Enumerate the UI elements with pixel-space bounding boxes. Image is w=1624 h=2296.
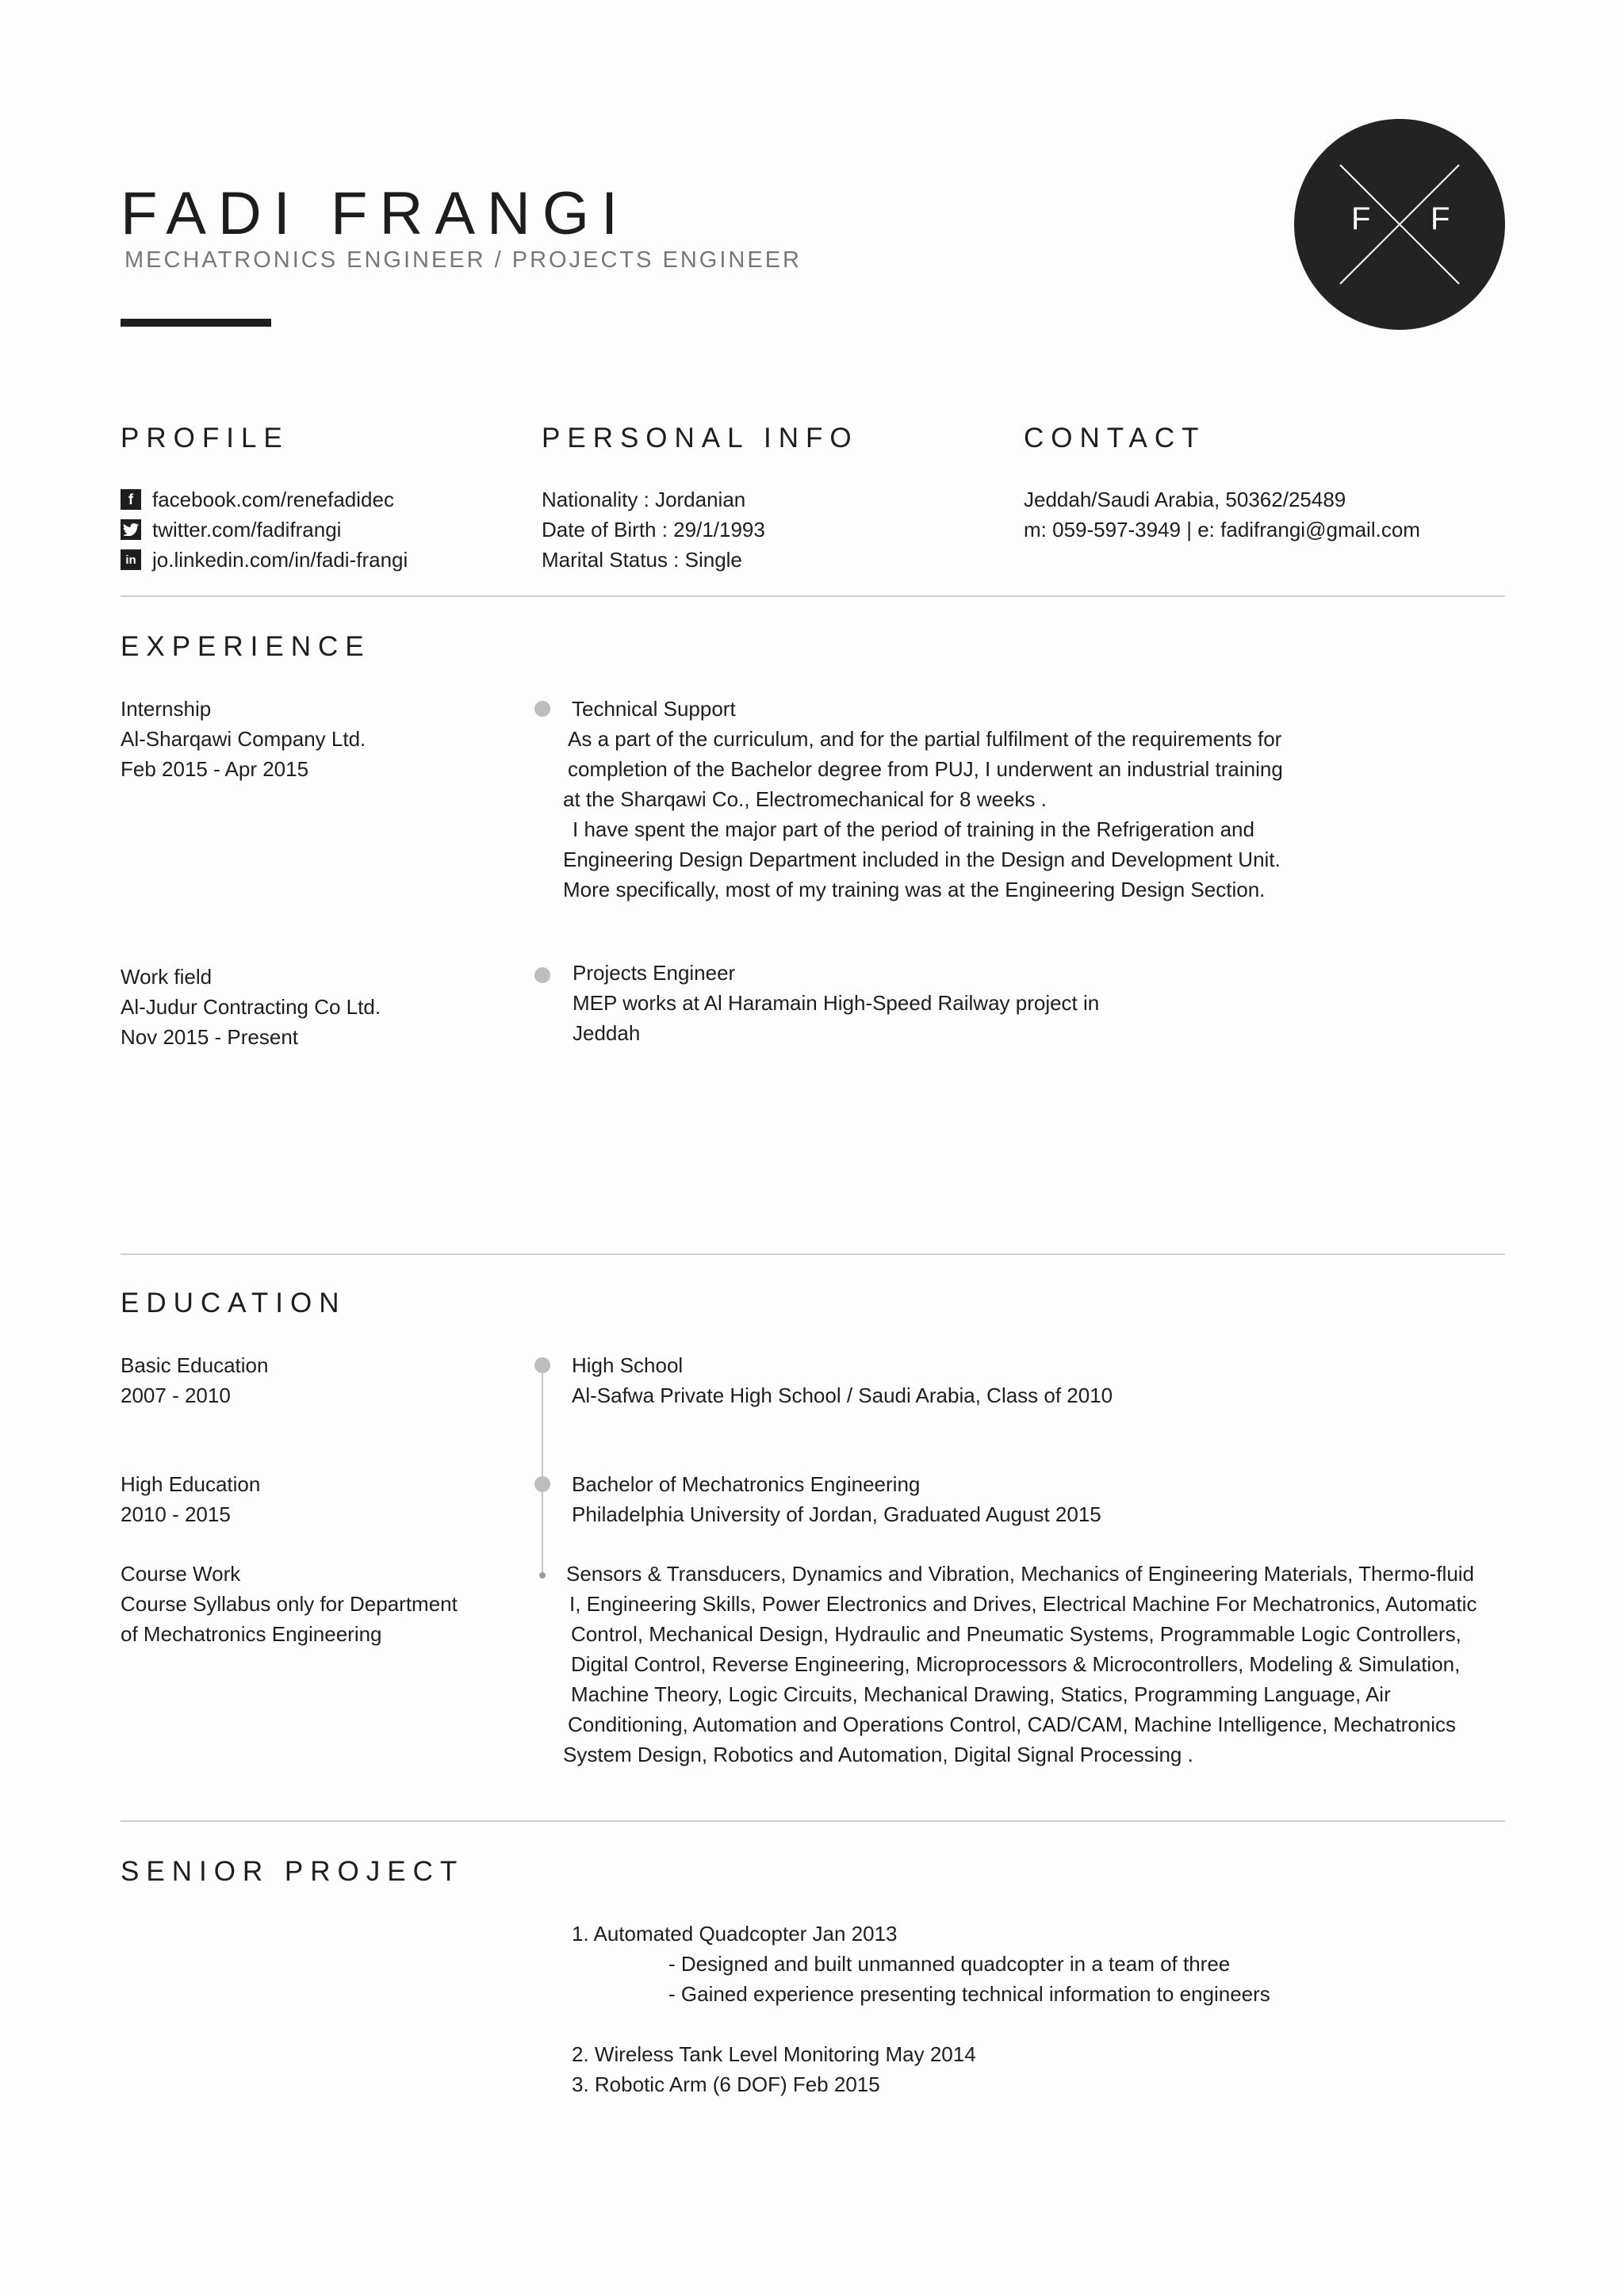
desc-line: I have spent the major part of the period of training in the Refrigeration and (573, 817, 1254, 841)
education-level: Basic Education (121, 1353, 269, 1377)
phone-email[interactable]: m: 059-597-3949 | e: fadifrangi@gmail.com (1024, 518, 1420, 541)
degree-desc: Philadelphia University of Jordan, Graduated August 2015 (572, 1502, 1101, 1526)
twitter-link-text: twitter.com/fadifrangi (152, 518, 342, 541)
experience-heading: EXPERIENCE (121, 631, 371, 662)
project-bullet: - Designed and built unmanned quadcopter in a team of three (668, 1952, 1231, 1976)
profile-links (121, 484, 408, 575)
address: Jeddah/Saudi Arabia, 50362/25489 (1024, 488, 1346, 511)
divider (121, 1820, 1505, 1822)
profile-link-twitter[interactable] (121, 515, 408, 545)
resume-name: FADI FRANGI (121, 180, 630, 247)
profile-link-linkedin[interactable] (121, 545, 408, 575)
divider (121, 595, 1505, 597)
education-entry-2-detail (572, 1469, 1101, 1529)
course-line: Conditioning, Automation and Operations Control, CAD/CAM, Machine Intelligence, Mechatronics (568, 1712, 1457, 1736)
linkedin-icon: in (121, 549, 141, 570)
desc-line: completion of the Bachelor degree from PUJ, I underwent an industrial training (568, 757, 1283, 781)
job-type: Work field (121, 965, 213, 989)
job-title: Projects Engineer (573, 961, 736, 985)
course-work-label: Course Work (121, 1562, 241, 1586)
school-title: High School (572, 1353, 684, 1377)
facebook-icon: f (121, 489, 141, 510)
experience-entry-1-detail (563, 694, 1283, 905)
experience-entry-1-meta (121, 694, 366, 784)
timeline-dot (539, 1572, 546, 1578)
marital-status: Marital Status : Single (542, 548, 742, 572)
divider (121, 1253, 1505, 1255)
desc-line: Jeddah (573, 1021, 641, 1045)
education-heading: EDUCATION (121, 1288, 347, 1318)
job-type: Internship (121, 697, 212, 721)
senior-project-heading: SENIOR PROJECT (121, 1856, 465, 1887)
senior-project-list (572, 1919, 1270, 2099)
desc-line: MEP works at Al Haramain High-Speed Railway project in (573, 991, 1100, 1015)
linkedin-link-text: jo.linkedin.com/in/fadi-frangi (152, 548, 408, 572)
course-line: Digital Control, Reverse Engineering, Microprocessors & Microcontrollers, Modeling & Simulation, (571, 1652, 1461, 1676)
course-line: Machine Theory, Logic Circuits, Mechanical Drawing, Statics, Programming Language, Air (571, 1682, 1391, 1706)
experience-entry-2-detail (573, 958, 1099, 1048)
monogram-logo (1294, 119, 1505, 330)
project-item: 3. Robotic Arm (6 DOF) Feb 2015 (572, 2072, 880, 2096)
company: Al-Judur Contracting Co Ltd. (121, 995, 381, 1019)
timeline-dot (534, 701, 550, 717)
profile-heading: PROFILE (121, 423, 289, 453)
education-entry-3-meta (121, 1559, 458, 1649)
course-line: Sensors & Transducers, Dynamics and Vibration, Mechanics of Engineering Materials, Thermo-fluid (566, 1562, 1475, 1586)
facebook-link-text: facebook.com/renefadidec (152, 488, 394, 511)
education-entry-1-detail (572, 1350, 1113, 1410)
monogram-cross-icon (1294, 119, 1505, 330)
date-range: Nov 2015 - Present (121, 1025, 299, 1049)
profile-link-facebook[interactable] (121, 484, 408, 515)
monogram-right-letter: F (1431, 201, 1450, 236)
contact-heading: CONTACT (1024, 423, 1206, 453)
personal-info-heading: PERSONAL INFO (542, 423, 859, 453)
personal-info-block (542, 484, 765, 575)
desc-line: Engineering Design Department included in the Design and Development Unit. (563, 848, 1281, 871)
course-line: System Design, Robotics and Automation, Digital Signal Processing . (563, 1743, 1193, 1766)
spacer (572, 2009, 1270, 2039)
course-work-note: Course Syllabus only for Department (121, 1592, 458, 1616)
contact-block (1024, 484, 1420, 545)
resume-subtitle: MECHATRONICS ENGINEER / PROJECTS ENGINEER (124, 247, 802, 273)
monogram-left-letter: F (1351, 201, 1371, 236)
school-desc: Al-Safwa Private High School / Saudi Arabia, Class of 2010 (572, 1383, 1113, 1407)
education-timeline-line (542, 1365, 543, 1578)
timeline-dot (534, 1357, 550, 1373)
project-item: 2. Wireless Tank Level Monitoring May 2014 (572, 2042, 976, 2066)
course-line: I, Engineering Skills, Power Electronics and Drives, Electrical Machine For Mechatronics, Automatic (569, 1592, 1477, 1616)
project-item: 1. Automated Quadcopter Jan 2013 (572, 1922, 898, 1946)
education-level: High Education (121, 1472, 261, 1496)
nationality: Nationality : Jordanian (542, 488, 746, 511)
degree-title: Bachelor of Mechatronics Engineering (572, 1472, 921, 1496)
course-list (563, 1559, 1477, 1770)
date-range: Feb 2015 - Apr 2015 (121, 757, 309, 781)
twitter-icon (121, 519, 141, 540)
course-line: Control, Mechanical Design, Hydraulic and Pneumatic Systems, Programmable Logic Controllers, (571, 1622, 1461, 1646)
education-entry-1-meta (121, 1350, 268, 1410)
accent-bar (121, 319, 271, 327)
job-title: Technical Support (572, 697, 736, 721)
desc-line: at the Sharqawi Co., Electromechanical for 8 weeks . (563, 787, 1047, 811)
timeline-dot (534, 1476, 550, 1492)
date-of-birth: Date of Birth : 29/1/1993 (542, 518, 765, 541)
desc-line: More specifically, most of my training was at the Engineering Design Section. (563, 878, 1266, 901)
experience-entry-2-meta (121, 962, 381, 1052)
date-range: 2007 - 2010 (121, 1383, 231, 1407)
timeline-dot (534, 967, 550, 983)
project-bullet: - Gained experience presenting technical information to engineers (668, 1982, 1270, 2006)
course-work-note: of Mechatronics Engineering (121, 1622, 382, 1646)
date-range: 2010 - 2015 (121, 1502, 231, 1526)
company: Al-Sharqawi Company Ltd. (121, 727, 366, 751)
desc-line: As a part of the curriculum, and for the partial fulfilment of the requirements for (568, 727, 1282, 751)
education-entry-2-meta (121, 1469, 260, 1529)
